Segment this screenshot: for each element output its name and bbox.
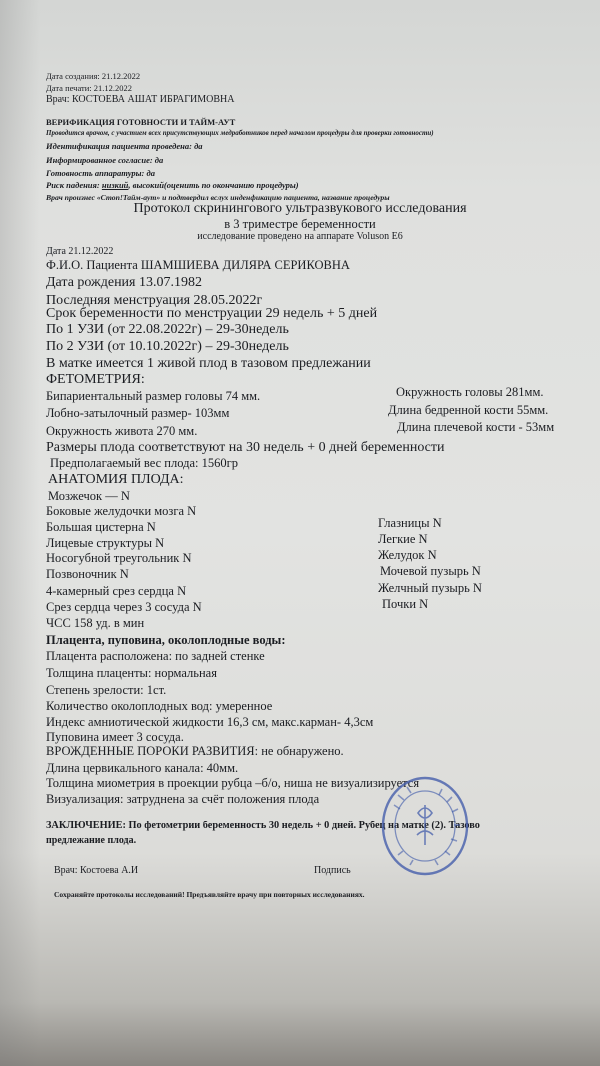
birth-defects: ВРОЖДЕННЫЕ ПОРОКИ РАЗВИТИЯ: не обнаружено. [46,744,344,758]
anatomy-left-item: Позвоночник N [46,567,129,581]
anatomy-left-item: Боковые желудочки мозга N [46,504,197,518]
verification-consent: Информированное согласие: да [46,155,164,165]
first-ultrasound: По 1 УЗИ (от 22.08.2022г) – 29-30недель [46,322,289,337]
conclusion-line1: ЗАКЛЮЧЕНИЕ: По фетометрии беременность 30 недель + 0 дней. Рубец на матке (2). Тазово [46,821,480,831]
fall-risk-low: низкий [101,180,129,190]
fetal-size: Размеры плода соответствуют на 30 недель + 0 дней беременности [46,440,445,455]
heart-rate: ЧСС 158 уд. в мин [46,616,145,630]
umbilical-cord: Пуповина имеет 3 сосуда. [46,730,184,744]
verification-identification: Идентификация пациента проведена: да [46,141,203,151]
fetometry-hl: Длина плечевой кости - 53мм [397,420,555,434]
verification-title: ВЕРИФИКАЦИЯ ГОТОВНОСТИ И ТАЙМ-АУТ [46,117,236,127]
anatomy-right-item: Глазницы N [378,516,442,530]
header-doctor: Врач: КОСТОЕВА АШАТ ИБРАГИМОВНА [46,94,235,105]
anatomy-left-item: Большая цистерна N [46,520,156,534]
gestation-term: Срок беременности по менструации 29 недель + 5 дней [46,306,378,321]
conclusion-line2: предлежание плода. [46,835,137,846]
fetometry-bpd: Бипариентальный размер головы 74 мм. [46,389,261,403]
fetometry-hc: Окружность головы 281мм. [396,385,544,399]
anatomy-right-item: Желудок N [378,548,437,562]
verification-intro: Проводится врачом, с участием всех присутствующих медработников перед началом процедуры для проверки готовности) [46,129,434,137]
fetus-position: В матке имеется 1 живой плод в тазовом предлежании [46,356,371,371]
myometrium-thickness: Толщина миометрия в проекции рубца –б/о, ниша не визуализируется [46,776,420,790]
signature-doctor: Врач: Костоева А.И [54,865,139,876]
amniotic-fluid: Количество околоплодных вод: умеренное [46,699,273,713]
anatomy-left-item: Лицевые структуры N [46,536,165,550]
fetometry-fl: Длина бедренной кости 55мм. [388,403,549,417]
patient-name: Ф.И.О. Пациента ШАМШИЕВА ДИЛЯРА СЕРИКОВНА [46,258,350,272]
placenta-location: Плацента расположена: по задней стенке [46,649,265,663]
placenta-maturity: Степень зрелости: 1ст. [46,683,167,697]
fetometry-heading: ФЕТОМЕТРИЯ: [46,372,145,387]
anatomy-left-item: Срез сердца через 3 сосуда N [46,600,202,614]
device-line: исследование проведено на аппарате Voluson E6 [197,231,403,242]
fetometry-ac: Окружность живота 270 мм. [46,424,198,438]
cervical-length: Длина цервикального канала: 40мм. [46,761,239,775]
creation-date: Дата создания: 21.12.2022 [46,71,141,81]
anatomy-right-item: Легкие N [378,532,428,546]
amniotic-index: Индекс амниотической жидкости 16,3 см, макс.карман- 4,3см [46,715,374,729]
print-date: Дата печати: 21.12.2022 [46,83,133,93]
verification-stop-note: Врач произнес «Стоп!Тайм-аут» и подтвердил вслух инденфикацию пациента, название процедуры [46,193,390,202]
verification-fall-risk: Риск падения: низкий, высокий(оценить по окончанию процедуры) [46,180,299,190]
anatomy-left-item: Мозжечок — N [48,489,130,503]
birth-date: Дата рождения 13.07.1982 [46,275,202,290]
signature-label: Подпись [314,865,351,876]
second-ultrasound: По 2 УЗИ (от 10.10.2022г) – 29-30недель [46,339,289,354]
protocol-title: Протокол скринингового ультразвукового исследования [133,201,467,216]
anatomy-right-item: Почки N [382,597,429,611]
anatomy-right-item: Желчный пузырь N [378,581,482,595]
round-stamp-icon [380,775,470,877]
placenta-thickness: Толщина плаценты: нормальная [46,666,217,680]
anatomy-right-item: Мочевой пузырь N [380,564,481,578]
fetal-weight: Предполагаемый вес плода: 1560гр [50,456,238,470]
protocol-subtitle: в 3 триместре беременности [224,217,376,231]
visualization: Визуализация: затруднена за счёт положения плода [46,792,320,806]
placenta-heading: Плацента, пуповина, околоплодные воды: [46,633,286,647]
fetometry-ofd: Лобно-затылочный размер- 103мм [46,406,230,420]
verification-equipment: Готовность аппаратуры: да [46,168,155,178]
footer-note: Сохраняйте протоколы исследований! Предъявляйте врачу при повторных исследованиях. [54,890,365,899]
anatomy-left-item: 4-камерный срез сердца N [46,584,187,598]
last-menses: Последняя менструация 28.05.2022г [46,293,263,308]
anatomy-heading: АНАТОМИЯ ПЛОДА: [48,472,184,487]
anatomy-left-item: Носогубной треугольник N [46,551,192,565]
exam-date: Дата 21.12.2022 [46,246,114,257]
